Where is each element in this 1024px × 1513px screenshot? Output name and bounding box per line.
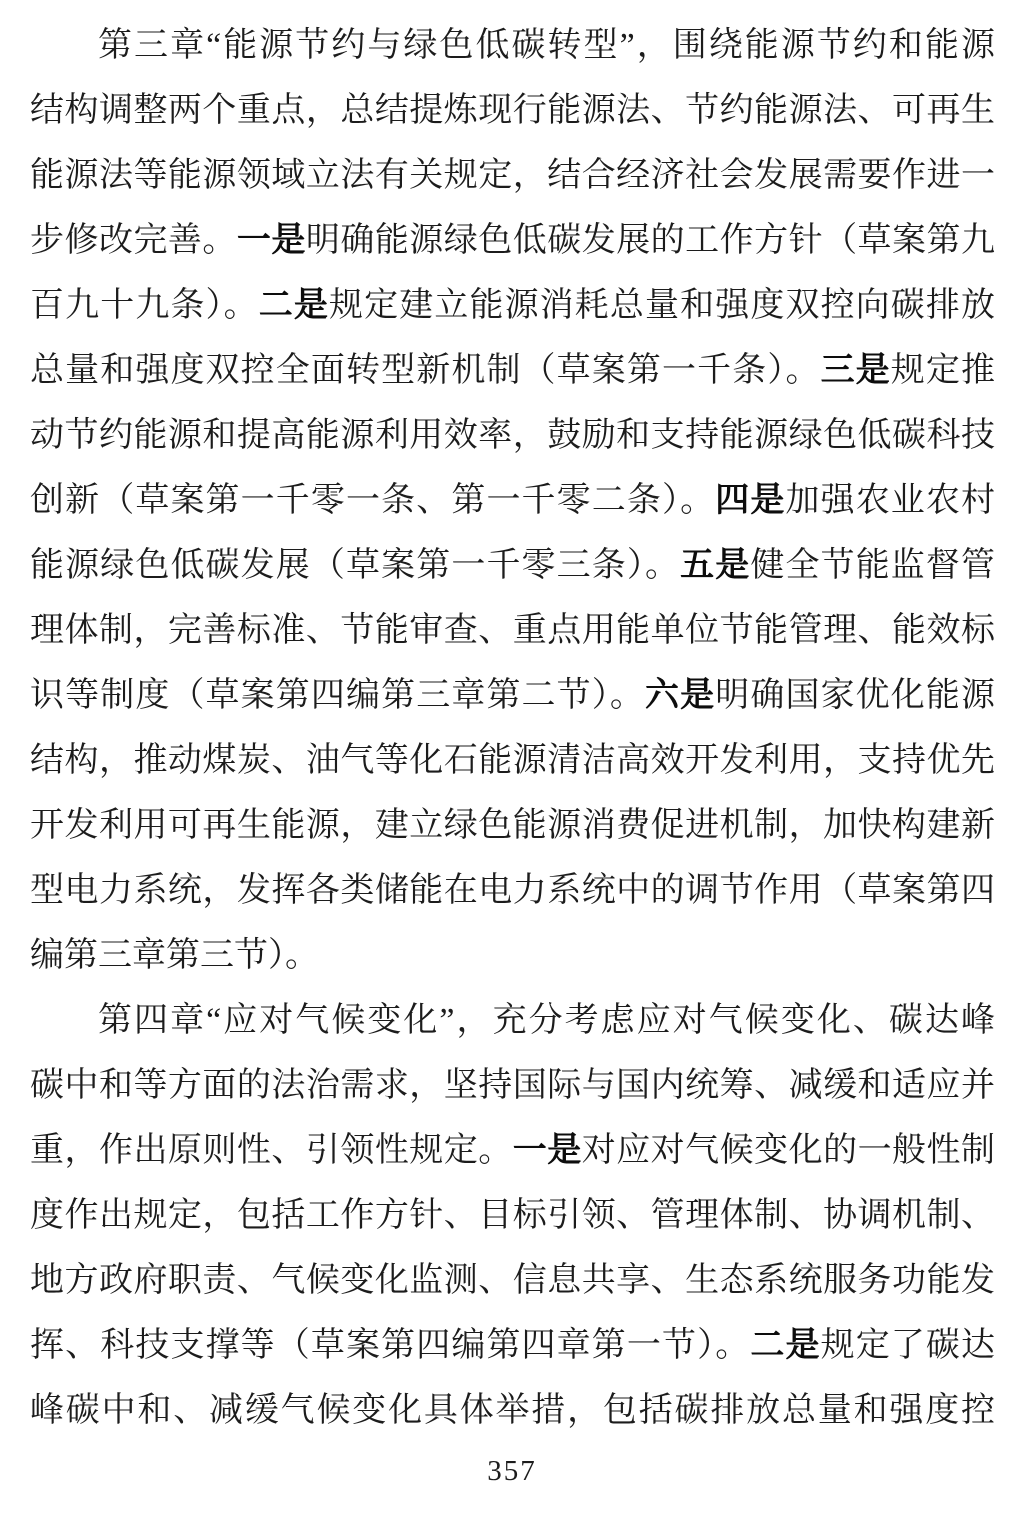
bold-enumeration-marker: 五是 <box>680 546 751 584</box>
text-segment: 第三章“能源节约与绿色低碳转型”，围绕能源节约和能源 <box>98 27 995 64</box>
bold-enumeration-marker: 一是 <box>512 1131 582 1169</box>
text-segment: 挥、科技支撑等（草案第四编第四章第一节）。 <box>30 1327 751 1364</box>
text-line <box>30 1378 995 1443</box>
text-line <box>30 663 995 728</box>
text-segment: 对应对气候变化的一般性制 <box>581 1132 995 1169</box>
bold-enumeration-marker: 一是 <box>236 221 306 259</box>
text-segment: 结构调整两个重点，总结提炼现行能源法、节约能源法、可再生 <box>30 92 995 129</box>
text-segment: 重，作出原则性、引领性规定。 <box>30 1132 513 1169</box>
text-segment: 开发利用可再生能源，建立绿色能源消费促进机制，加快构建新 <box>30 807 995 844</box>
text-segment: 能源绿色低碳发展（草案第一千零三条）。 <box>30 547 681 584</box>
text-line <box>30 1053 995 1118</box>
text-line <box>30 338 995 403</box>
text-segment: 创新（草案第一千零一条、第一千零二条）。 <box>30 482 716 519</box>
text-segment: 规定了碳达 <box>820 1327 995 1364</box>
bold-enumeration-marker: 六是 <box>645 676 716 714</box>
text-segment: 地方政府职责、气候变化监测、信息共享、生态系统服务功能发 <box>30 1262 995 1299</box>
text-line <box>30 923 995 988</box>
text-segment: 加强农业农村 <box>785 482 995 519</box>
text-line <box>30 1183 995 1248</box>
text-segment: 明确国家优化能源 <box>715 677 995 714</box>
text-segment: 度作出规定，包括工作方针、目标引领、管理体制、协调机制、 <box>30 1197 995 1234</box>
text-line <box>30 273 995 338</box>
text-line <box>30 403 995 468</box>
text-line <box>30 1313 995 1378</box>
text-segment: 编第三章第三节）。 <box>30 937 319 974</box>
text-line <box>30 533 995 598</box>
text-segment: 百九十九条）。 <box>30 287 259 324</box>
text-line <box>30 793 995 858</box>
bold-enumeration-marker: 三是 <box>820 351 891 389</box>
text-line <box>30 78 995 143</box>
text-line <box>30 988 995 1053</box>
text-segment: 型电力系统，发挥各类储能在电力系统中的调节作用（草案第四 <box>30 872 995 909</box>
text-segment: 健全节能监督管 <box>750 547 995 584</box>
text-line <box>30 858 995 923</box>
text-segment: 碳中和等方面的法治需求，坚持国际与国内统筹、减缓和适应并 <box>30 1067 995 1104</box>
page-number: 357 <box>487 1455 537 1487</box>
text-segment: 总量和强度双控全面转型新机制（草案第一千条）。 <box>30 352 821 389</box>
text-segment: 规定建立能源消耗总量和强度双控向碳排放 <box>329 287 995 324</box>
text-segment: 规定推 <box>890 352 995 389</box>
text-segment: 第四章“应对气候变化”，充分考虑应对气候变化、碳达峰 <box>98 1002 995 1039</box>
text-segment: 理体制，完善标准、节能审查、重点用能单位节能管理、能效标 <box>30 612 995 649</box>
text-line <box>30 598 995 663</box>
text-line <box>30 208 995 273</box>
document-body <box>30 13 995 1443</box>
text-segment: 能源法等能源领域立法有关规定，结合经济社会发展需要作进一 <box>30 157 995 194</box>
text-segment: 峰碳中和、减缓气候变化具体举措，包括碳排放总量和强度控 <box>30 1392 995 1429</box>
bold-enumeration-marker: 四是 <box>715 481 786 519</box>
text-line <box>30 468 995 533</box>
bold-enumeration-marker: 二是 <box>258 286 330 324</box>
text-line <box>30 1118 995 1183</box>
text-line <box>30 13 995 78</box>
text-line <box>30 143 995 208</box>
text-segment: 识等制度（草案第四编第三章第二节）。 <box>30 677 645 714</box>
text-line <box>30 728 995 793</box>
bold-enumeration-marker: 二是 <box>750 1326 821 1364</box>
text-segment: 结构，推动煤炭、油气等化石能源清洁高效开发利用，支持优先 <box>30 742 995 779</box>
text-segment: 明确能源绿色低碳发展的工作方针（草案第九 <box>305 222 995 259</box>
text-segment: 步修改完善。 <box>30 222 237 259</box>
text-line <box>30 1248 995 1313</box>
text-segment: 动节约能源和提高能源利用效率，鼓励和支持能源绿色低碳科技 <box>30 417 995 454</box>
